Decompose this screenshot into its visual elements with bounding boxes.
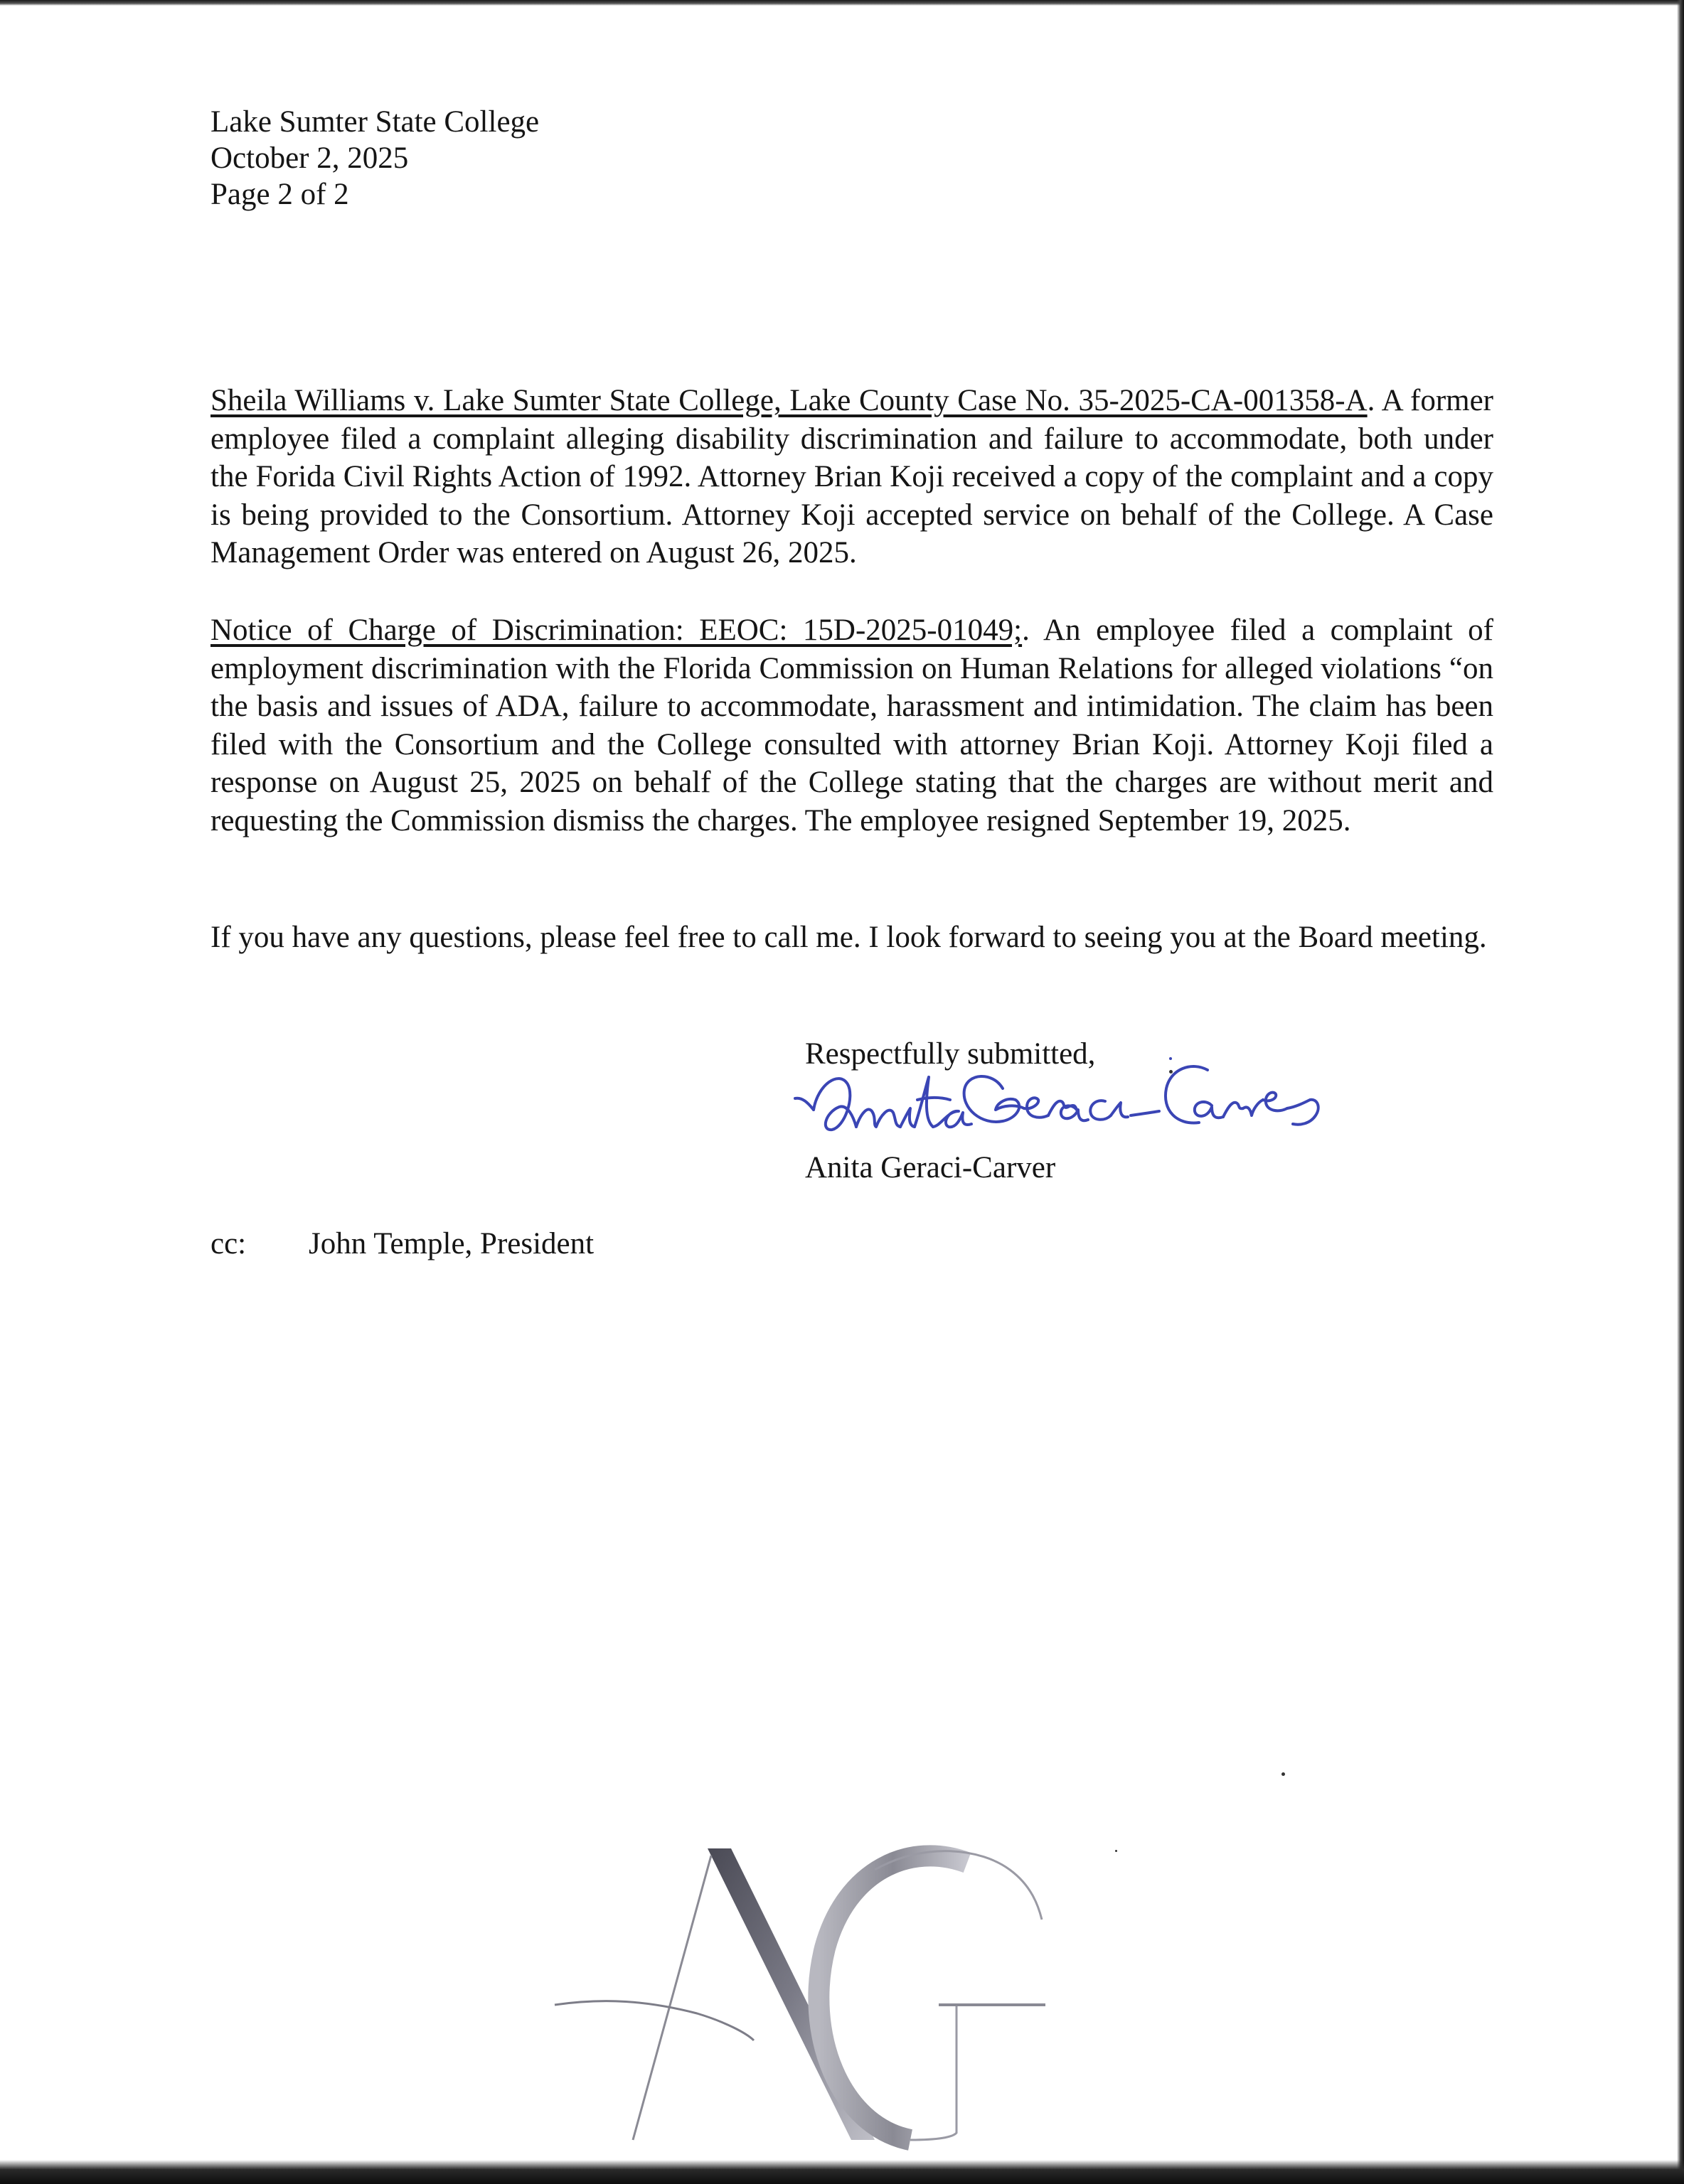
scan-edge-right [1677, 0, 1684, 2184]
organization-name: Lake Sumter State College [210, 105, 540, 139]
scan-speck [1115, 1850, 1117, 1852]
cc-label: cc: [210, 1227, 247, 1260]
case-text-eeoc: . An employee filed a complaint of employment discrimination with the Florida Commission on Human Relations for alleged violations “on the basis and issues of ADA, failure to accommodate, harassment and intimidation. The claim has been filed with the Consortium and the College consulted with attorney Brian Koji. Attorney Koji filed a response on August 25, 2025 on behalf of the College stating that the charges are without merit and requesting the Commission dismiss the charges. The employee resigned September 19, 2025. [210, 614, 1493, 837]
page-number: Page 2 of 2 [210, 178, 349, 211]
paragraph-case-williams [210, 382, 1493, 572]
logo-hidden-text: AG [540, 1827, 542, 1828]
ag-monogram-logo [540, 1827, 1166, 2161]
cc-line [210, 1226, 594, 1262]
cc-recipient: John Temple, President [309, 1227, 595, 1260]
case-text-williams: . A former employee filed a complaint alleging disability discrimination and failure to accommodate, both under the Forida Civil Rights Action of 1992. Attorney Brian Koji received a copy of the complaint and a copy is being provided to the Consortium. Attorney Koji accepted service on behalf of the College. A Case Management Order was entered on August 26, 2025. [210, 384, 1493, 569]
signer-name: Anita Geraci-Carver [805, 1151, 1056, 1184]
letter-date: October 2, 2025 [210, 141, 409, 175]
paragraph-eeoc-charge [210, 611, 1493, 840]
case-heading-eeoc: Notice of Charge of Discrimination: EEOC: 15D-2025-01049; [210, 614, 1023, 647]
paragraph-closing-remarks [210, 919, 1493, 957]
closing-salutation: Respectfully submitted, [805, 1037, 1096, 1071]
scan-speck [1281, 1772, 1285, 1776]
scan-edge-top [0, 0, 1684, 6]
scan-edge-bottom [0, 2160, 1684, 2184]
case-heading-williams: Sheila Williams v. Lake Sumter State College, Lake County Case No. 35-2025-CA-001358-A [210, 384, 1368, 417]
handwritten-signature [789, 1056, 1401, 1162]
closing-remarks-text: If you have any questions, please feel free to call me. I look forward to seeing you at the Board meeting. [210, 921, 1487, 954]
letter-header [210, 104, 539, 213]
scan-speck [1169, 1070, 1173, 1074]
